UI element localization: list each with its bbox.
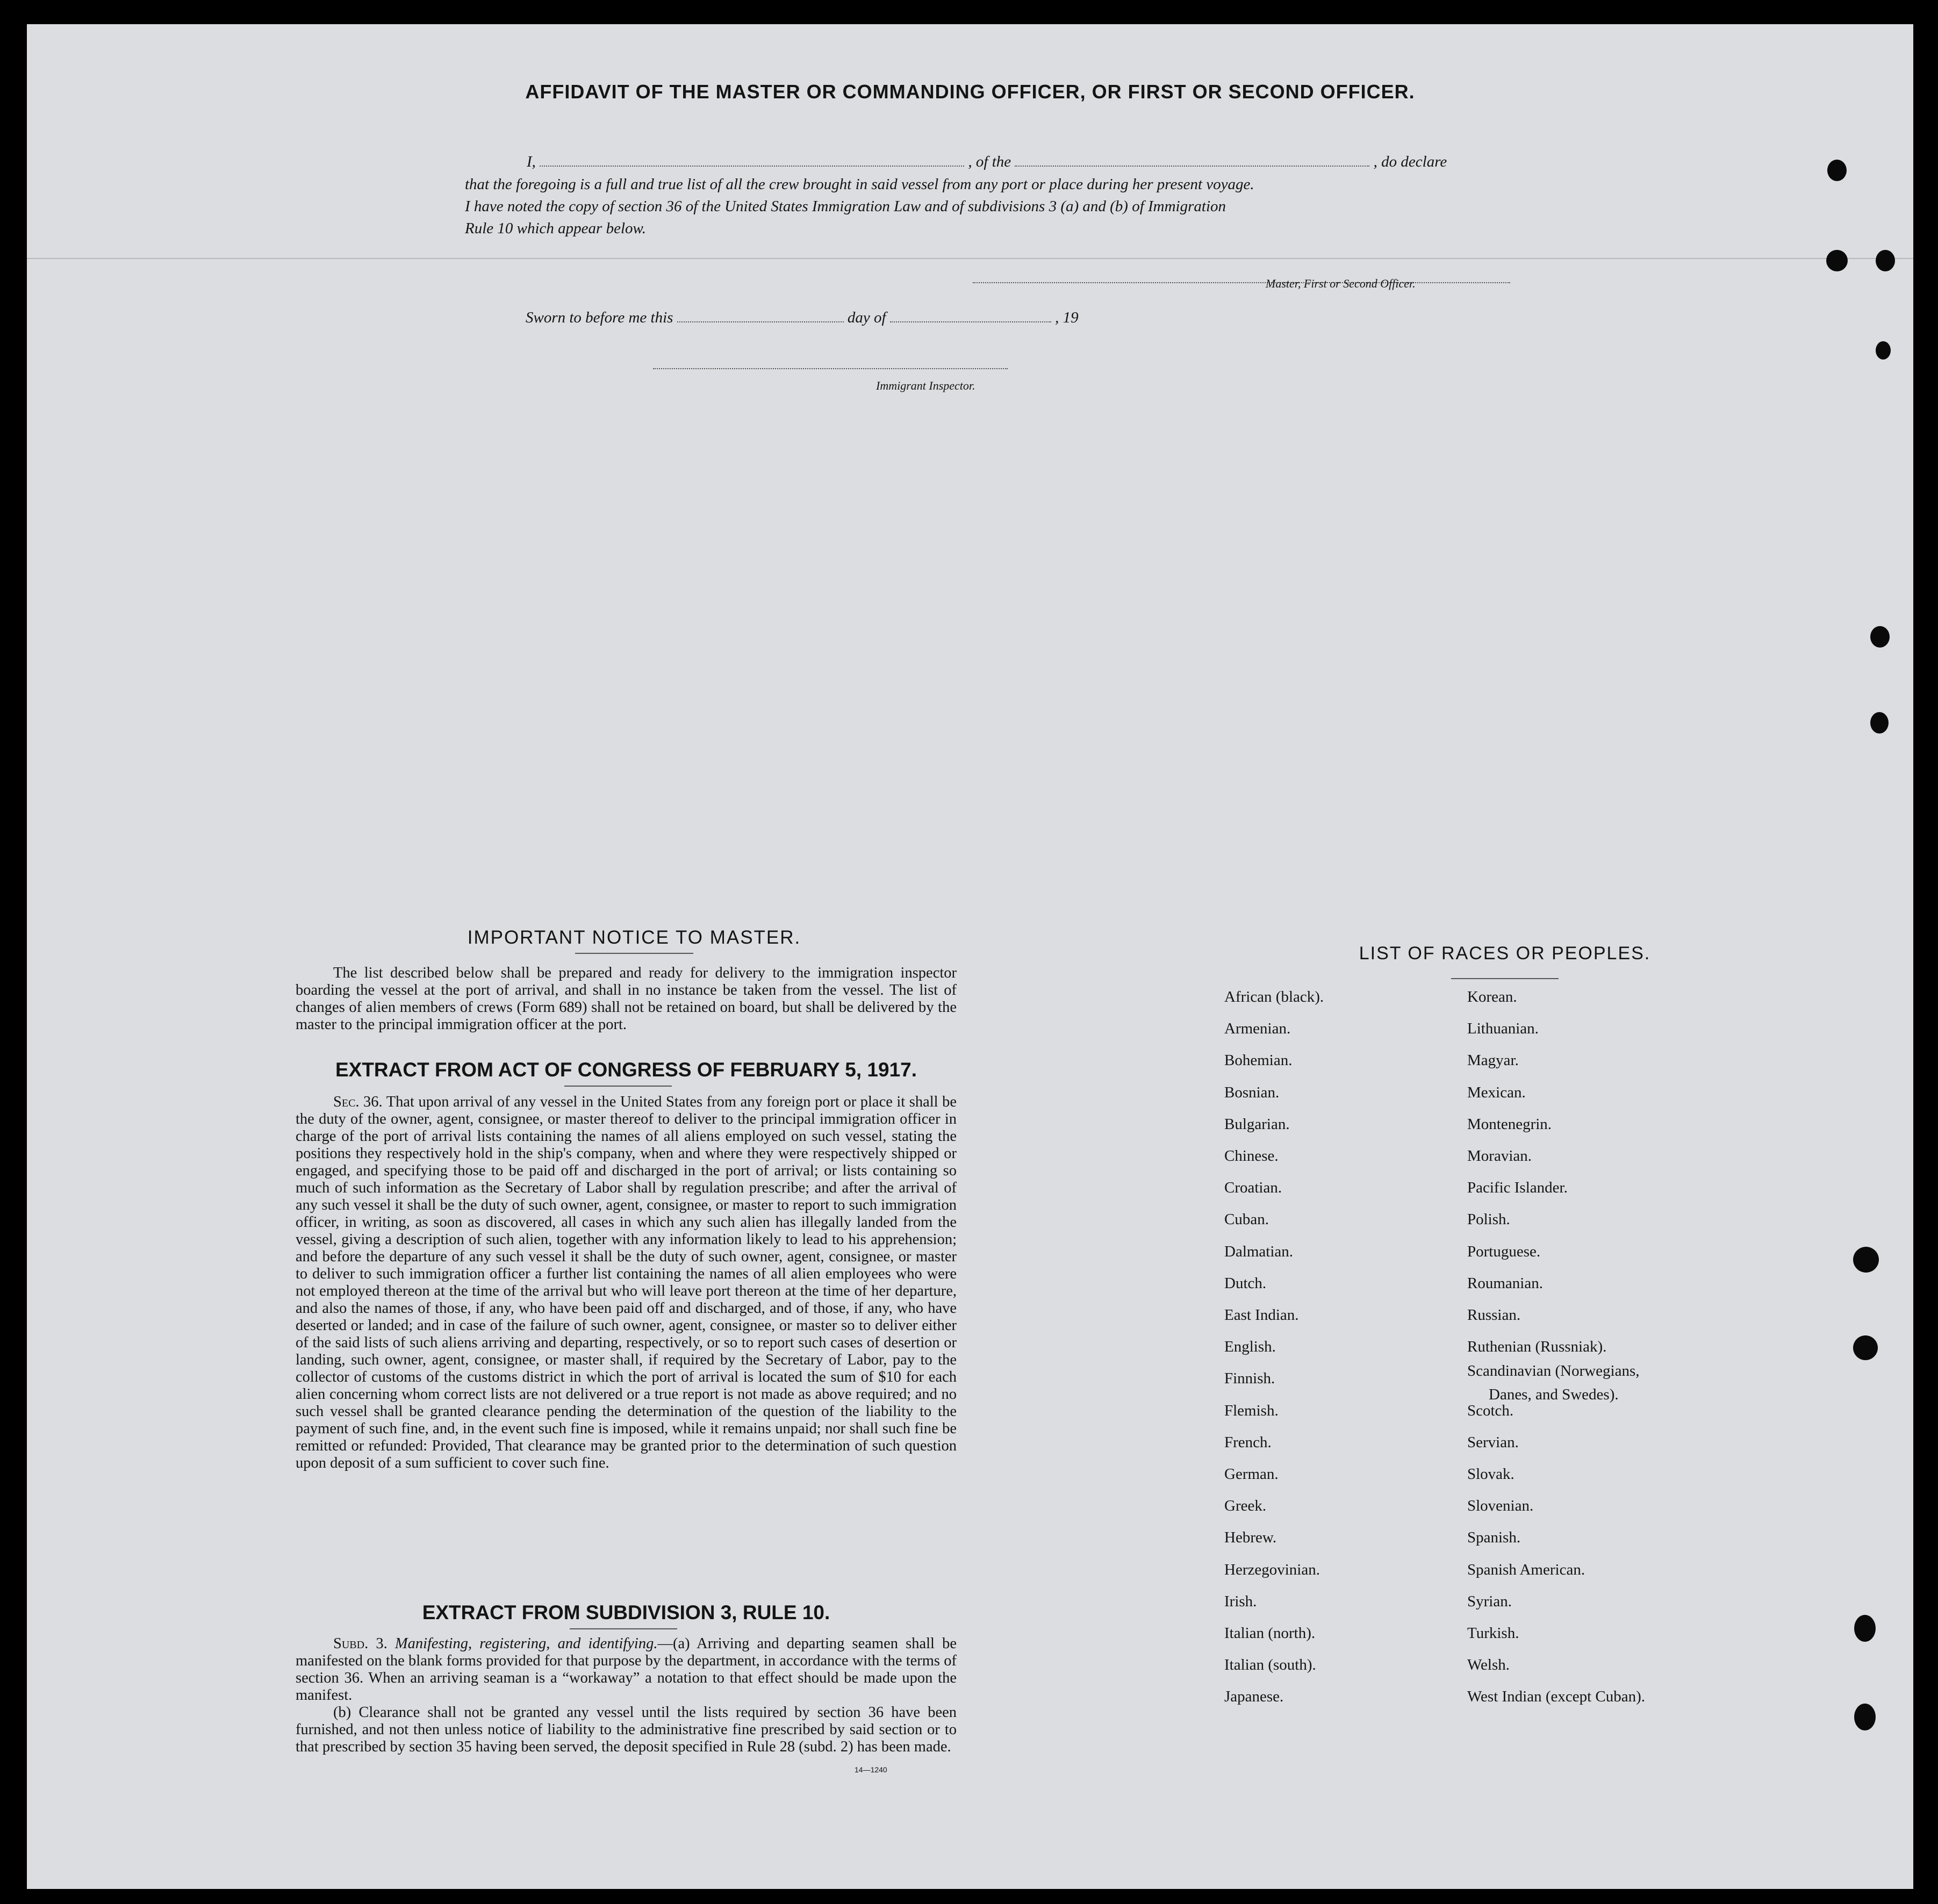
binder-hole [1827, 160, 1847, 181]
race-item: Lithuanian. [1467, 1020, 1539, 1038]
subd-label: Subd. 3. [333, 1635, 387, 1652]
race-item: Bohemian. [1224, 1052, 1293, 1069]
binder-hole [1876, 250, 1895, 271]
affidavit-line-2: that the foregoing is a full and true list of all the crew brought in said vessel from any port or place during her present voyage. [465, 176, 1254, 193]
affidavit-title: AFFIDAVIT OF THE MASTER OR COMMANDING OFFICER, OR FIRST OR SECOND OFFICER. [525, 81, 1415, 103]
section-36-body [296, 1094, 957, 1472]
race-item: Herzegovinian. [1224, 1561, 1320, 1578]
rule-extract-heading: EXTRACT FROM SUBDIVISION 3, RULE 10. [422, 1601, 830, 1623]
divider [570, 1628, 677, 1629]
race-item: English. [1224, 1338, 1276, 1356]
race-item: Armenian. [1224, 1020, 1291, 1038]
race-item: Greek. [1224, 1497, 1267, 1515]
race-item: Portuguese. [1467, 1242, 1541, 1260]
race-item: Spanish American. [1467, 1561, 1585, 1578]
race-item: Scotch. [1467, 1402, 1514, 1419]
sworn-month-field[interactable] [890, 311, 1051, 322]
race-item: Flemish. [1224, 1402, 1279, 1419]
race-item: Danes, and Swedes). [1489, 1386, 1619, 1404]
race-item: Magyar. [1467, 1052, 1519, 1069]
race-item: Scandinavian (Norwegians, [1467, 1362, 1640, 1380]
inspector-signature-label: Immigrant Inspector. [876, 379, 975, 392]
race-item: Dalmatian. [1224, 1242, 1294, 1260]
rule-10-paragraph-a [296, 1635, 957, 1704]
race-item: Korean. [1467, 988, 1517, 1005]
race-item: Pacific Islander. [1467, 1179, 1568, 1197]
year-label: , 19 [1055, 309, 1079, 326]
declarant-name-field[interactable] [540, 155, 964, 167]
day-of-label: day of [847, 309, 886, 326]
notice-title: IMPORTANT NOTICE TO MASTER. [467, 927, 801, 948]
section-36-paragraph [296, 1094, 957, 1472]
race-item: Polish. [1467, 1211, 1510, 1228]
race-item: Bulgarian. [1224, 1115, 1290, 1133]
affidavit-line-4: Rule 10 which appear below. [465, 220, 646, 237]
binder-hole [1853, 1247, 1879, 1273]
race-item: Bosnian. [1224, 1083, 1280, 1101]
vessel-label: , of the [968, 153, 1011, 170]
form-number: 14—1240 [855, 1765, 887, 1774]
race-item: Chinese. [1224, 1147, 1279, 1165]
sworn-line [526, 309, 1079, 327]
race-item: Cuban. [1224, 1211, 1269, 1228]
race-item: Italian (north). [1224, 1625, 1316, 1642]
subd-text-a: —(a) Arriving and departing seamen shall be manifested on the blank forms provided for that purpose by the department, in accordance with the terms of section 36. When an arriving seaman is a “workaway” a notation to that effect should be made upon the manifest. [296, 1635, 957, 1704]
race-item: Montenegrin. [1467, 1115, 1552, 1133]
race-item: Irish. [1224, 1592, 1257, 1610]
race-item: Slovak. [1467, 1465, 1514, 1483]
binder-hole [1876, 341, 1891, 360]
race-item: Hebrew. [1224, 1529, 1277, 1547]
master-signature-label: Master, First or Second Officer. [1266, 277, 1416, 290]
race-item: Ruthenian (Russniak). [1467, 1338, 1607, 1356]
binder-hole [1853, 1335, 1878, 1360]
race-item: Finnish. [1224, 1370, 1275, 1388]
race-item: East Indian. [1224, 1306, 1299, 1324]
race-item: Turkish. [1467, 1625, 1519, 1642]
rule-10-paragraph-b: (b) Clearance shall not be granted any vessel until the lists required by section 36 have been furnished, and not then unless notice of liability to the administrative fine prescribed by said section or to that prescribed by section 35 having been served, the deposit specified in Rule 28 (subd. 2) has been made. [296, 1704, 957, 1755]
race-item: West Indian (except Cuban). [1467, 1688, 1646, 1706]
race-item: Croatian. [1224, 1179, 1282, 1197]
race-item: Slovenian. [1467, 1497, 1534, 1515]
section-36-text: That upon arrival of any vessel in the United States from any foreign port or place it shall be the duty of the owner, agent, consignee, or master thereof to deliver to the principal immigration officer in charge of the port of arrival lists containing the names of all aliens employed on such vessel, stating the positions they respectively hold in the ship's company, when and where they were respectively shipped or engaged, and specifying those to be paid off and discharged in the port of arrival; or lists containing so much of such information as the Secretary of Labor shall by regulation prescribe; and after the arrival of any such vessel it shall be the duty of such owner, agent, consignee, or master to report to such immigration officer, in writing, as soon as discovered, all cases in which any such alien has illegally landed from the vessel, giving a description of such alien, together with any information likely to lead to his apprehension; and before the departure of any such vessel it shall be the duty of such owner, agent, consignee, or master to deliver to such immigration officer a further list containing the names of all alien employees who were not employed thereon at the time of the arrival but who will leave port thereon at the time of her departure, and also the names of those, if any, who have been paid off and discharged, and of those, if any, who have deserted or landed; and in case of the failure of such owner, agent, consignee, or master so to deliver either of the said lists of such aliens arriving and departing, respectively, or so to report such cases of desertion or landing, such owner, agent, consignee, or master shall, if required by the Secretary of Labor, pay to the collector of customs of the customs district in which the port of arrival is located the sum of $10 for each alien concerning whom correct lists are not delivered or a true report is not made as above required; and no such vessel shall be granted clearance pending the determination of the question of the liability to the payment of such fine, and, in the event such fine is imposed, while it remains unpaid; nor shall such fine be remitted or refunded: Provided, That clearance may be granted prior to the determination of such question upon deposit of a sum sufficient to cover such fine. [296, 1094, 957, 1471]
race-item: Italian (south). [1224, 1656, 1316, 1674]
binder-hole [1854, 1615, 1876, 1642]
race-item: Dutch. [1224, 1274, 1267, 1292]
section-label: Sec. 36. [333, 1094, 383, 1110]
race-item: Mexican. [1467, 1083, 1526, 1101]
race-item: African (black). [1224, 988, 1324, 1005]
declarant-label: I, [527, 153, 536, 170]
divider [575, 953, 693, 954]
race-item: Syrian. [1467, 1592, 1512, 1610]
race-item: Russian. [1467, 1306, 1521, 1324]
master-signature-field[interactable] [973, 271, 1510, 283]
notice-paragraph: The list described below shall be prepared and ready for delivery to the immigration inspector boarding the vessel at the port of arrival, and shall in no instance be taken from the vessel. The list of changes of alien members of crews (Form 689) shall not be retained on board, but shall be delivered by the master to the principal immigration officer at the port. [296, 965, 957, 1033]
race-item: German. [1224, 1465, 1279, 1483]
act-extract-heading: EXTRACT FROM ACT OF CONGRESS OF FEBRUARY 5, 1917. [335, 1059, 917, 1081]
sworn-label: Sworn to before me this [526, 309, 673, 326]
binder-hole [1870, 626, 1890, 648]
race-item: Japanese. [1224, 1688, 1284, 1706]
declare-label: , do declare [1373, 153, 1447, 170]
binder-hole [1854, 1704, 1876, 1730]
document-page [27, 24, 1913, 1889]
fold-line [27, 258, 1913, 259]
notice-body [296, 965, 957, 1033]
binder-hole [1870, 712, 1889, 734]
race-item: Welsh. [1467, 1656, 1510, 1674]
subd-title: Manifesting, registering, and identifying. [394, 1635, 658, 1652]
inspector-signature-field[interactable] [653, 357, 1008, 369]
race-item: Moravian. [1467, 1147, 1532, 1165]
divider [1451, 978, 1559, 979]
vessel-name-field[interactable] [1015, 155, 1369, 167]
race-item: Roumanian. [1467, 1274, 1543, 1292]
race-item: Servian. [1467, 1433, 1519, 1451]
divider [564, 1086, 672, 1087]
races-title: LIST OF RACES OR PEOPLES. [1359, 943, 1651, 964]
affidavit-declaration-line [527, 153, 1447, 171]
rule-10-body [296, 1635, 957, 1756]
sworn-day-field[interactable] [677, 311, 844, 322]
race-item: Spanish. [1467, 1529, 1521, 1547]
race-item: French. [1224, 1433, 1272, 1451]
binder-hole [1826, 250, 1848, 271]
affidavit-line-3: I have noted the copy of section 36 of the United States Immigration Law and of subdivisions 3 (a) and (b) of Immigration [465, 198, 1226, 215]
